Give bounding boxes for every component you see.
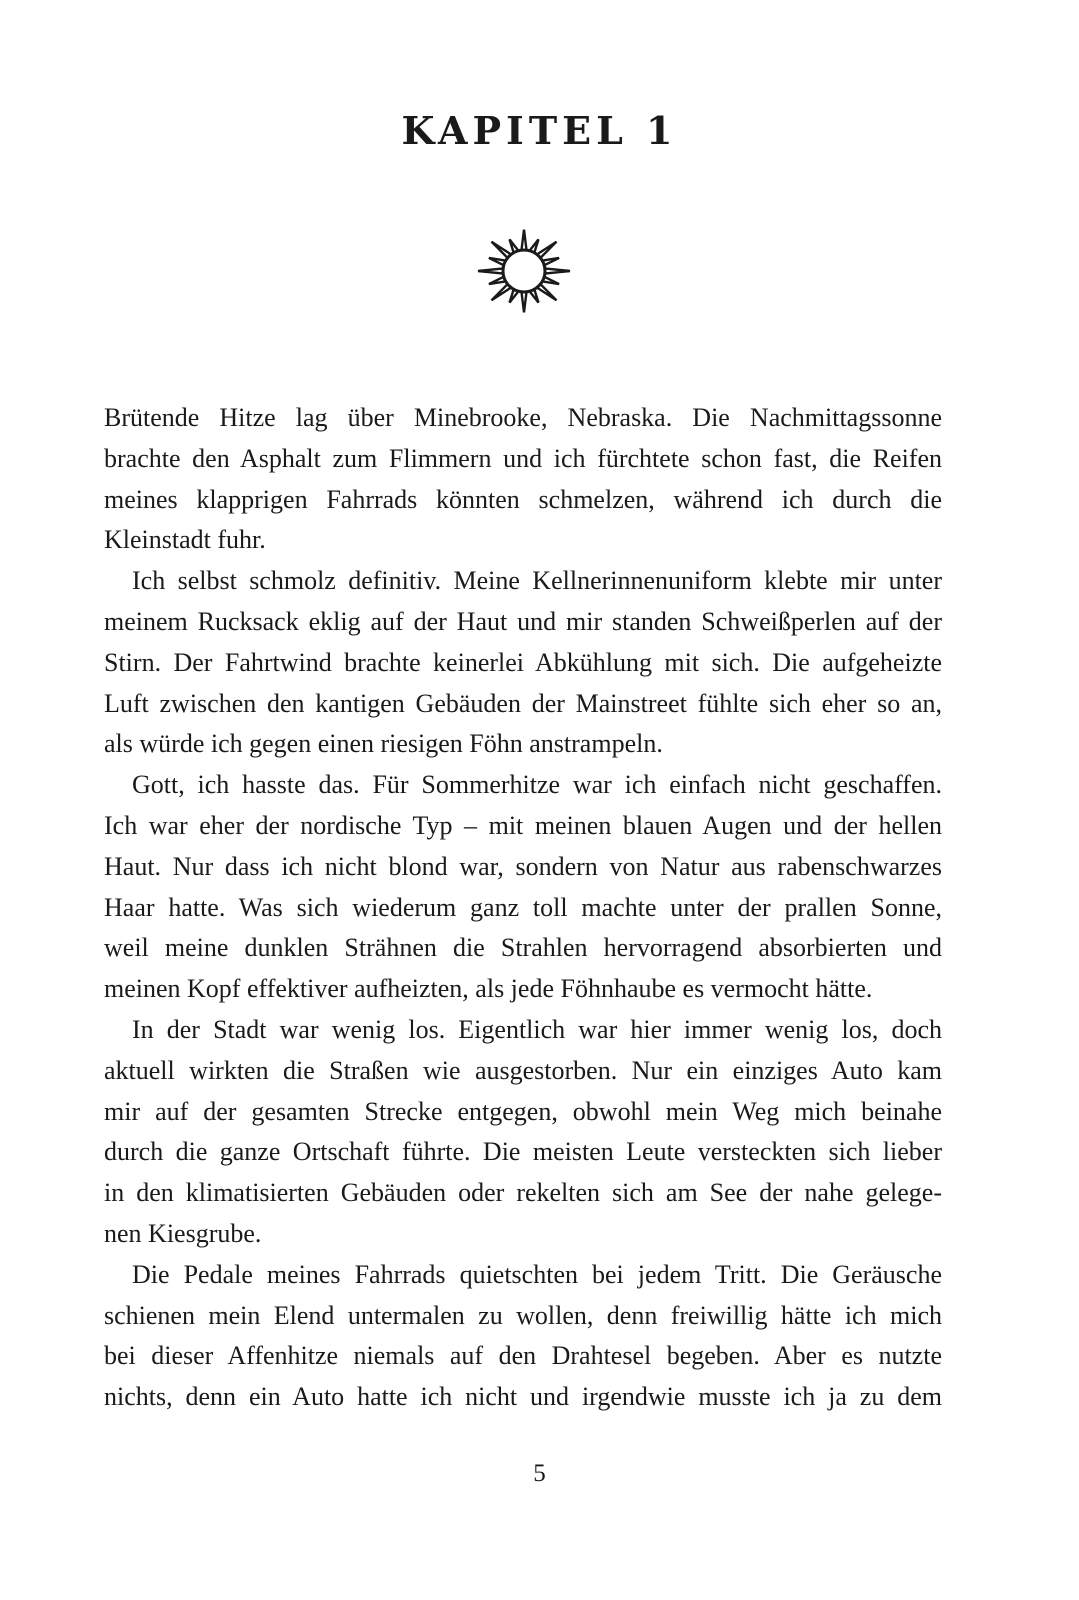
text-line: in den klimatisierten Gebäuden oder rekelten sich am See der nahe gelege- bbox=[104, 1178, 942, 1208]
text-line: meinen Kopf effektiver aufheizten, als jede Föhnhaube es vermocht hätte. bbox=[104, 974, 873, 1004]
chapter-title: KAPITEL 1 bbox=[401, 108, 678, 153]
text-line: Brütende Hitze lag über Minebrooke, Nebraska. Die Nachmittagssonne bbox=[104, 403, 942, 432]
text-line: Kleinstadt fuhr. bbox=[104, 525, 266, 555]
text-line: als würde ich gegen einen riesigen Föhn anstrampeln. bbox=[104, 729, 663, 759]
text-line: mir auf der gesamten Strecke entgegen, obwohl mein Weg mich beinahe bbox=[104, 1096, 942, 1126]
text-line: Haut. Nur dass ich nicht blond war, sondern von Natur aus rabenschwarzes bbox=[104, 851, 942, 881]
text-line: brachte den Asphalt zum Flimmern und ich fürchtete schon fast, die Reifen bbox=[104, 443, 942, 473]
text-line: nen Kiesgrube. bbox=[104, 1218, 262, 1248]
text-line: bei dieser Affenhitze niemals auf den Drahtesel begeben. Aber es nutzte bbox=[104, 1341, 942, 1371]
text-line: Luft zwischen den kantigen Gebäuden der Mainstreet fühlte sich eher so an, bbox=[104, 688, 942, 718]
text-line: meines klapprigen Fahrrads könnten schmelzen, während ich durch die bbox=[104, 484, 942, 514]
text-line: In der Stadt war wenig los. Eigentlich war hier immer wenig los, doch bbox=[132, 1014, 942, 1044]
text-line: meinem Rucksack eklig auf der Haut und mir standen Schweißperlen auf der bbox=[104, 606, 942, 636]
paragraph bbox=[104, 765, 942, 1010]
paragraph bbox=[104, 1010, 942, 1255]
text-line: schienen mein Elend untermalen zu wollen, denn freiwillig hätte ich mich bbox=[104, 1300, 942, 1330]
chapter-body bbox=[104, 398, 942, 1418]
text-line: Haar hatte. Was sich wiederum ganz toll machte unter der prallen Sonne, bbox=[104, 892, 942, 922]
text-line: Gott, ich hasste das. Für Sommerhitze war ich einfach nicht geschaffen. bbox=[132, 770, 942, 800]
text-line: Die Pedale meines Fahrrads quietschten bei jedem Tritt. Die Geräusche bbox=[132, 1259, 942, 1289]
text-line: aktuell wirkten die Straßen wie ausgestorben. Nur ein einziges Auto kam bbox=[104, 1055, 942, 1085]
text-line: weil meine dunklen Strähnen die Strahlen hervorragend absorbierten und bbox=[104, 933, 942, 963]
text-line: Ich selbst schmolz definitiv. Meine Kellnerinnenuniform klebte mir unter bbox=[132, 566, 942, 596]
text-line: nichts, denn ein Auto hatte ich nicht und irgendwie musste ich ja zu dem bbox=[104, 1382, 942, 1412]
text-line: durch die ganze Ortschaft führte. Die meisten Leute versteckten sich lieber bbox=[104, 1137, 942, 1167]
paragraph bbox=[104, 398, 942, 561]
paragraph bbox=[104, 1255, 942, 1418]
page-number: 5 bbox=[533, 1460, 546, 1487]
sun-icon bbox=[472, 226, 576, 316]
text-line: Stirn. Der Fahrtwind brachte keinerlei Abkühlung mit sich. Die aufgeheizte bbox=[104, 647, 942, 677]
paragraph bbox=[104, 561, 942, 765]
text-line: Ich war eher der nordische Typ – mit meinen blauen Augen und der hellen bbox=[104, 810, 942, 840]
